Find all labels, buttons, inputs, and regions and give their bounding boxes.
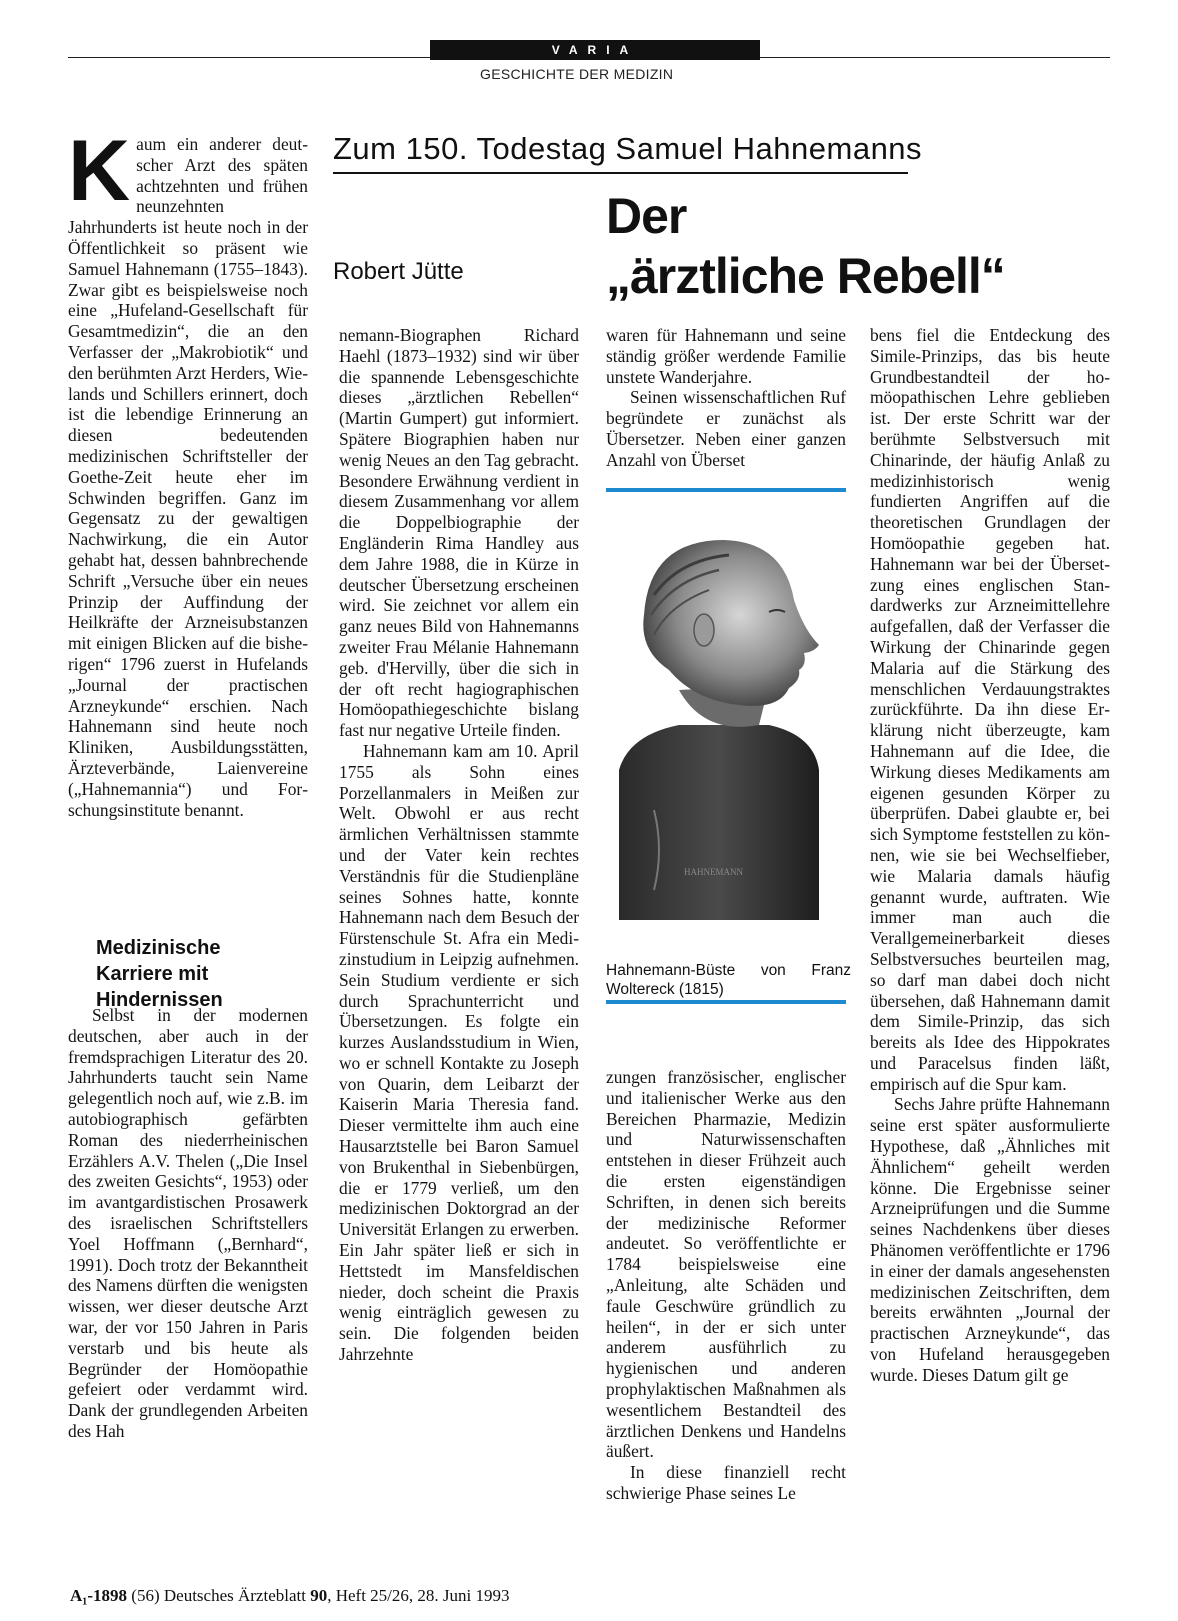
header-rule-left (68, 57, 430, 58)
paragraph-text: bens fiel die Entdeckung des Simile-Prinzips, das bis heute Grundbestandteil der homöopathischen Lehre geblieben ist. Der erste Schritt war der berühmte Selbstversuch mit Chinarinde, der häufig Anlaß zu medizinhistorisch wenig fundierten Angriffen auf die theoretischen Grundlagen der Homöopathie gegeben hat. Hahnemann war bei der Übersetzung eines englischen Standardwerks zur Arzneimittellehre aufgefallen, daß der Verfasser die Wirkung der Chinarinde gegen Malaria auf die Stärkung des menschlichen Verdauungstraktes zurückführte. Da ihn diese Erklärung nicht überzeugte, kam Hahnemann auf die Idee, die Wirkung dieses Medikaments am eigenen gesunden Körper zu überprüfen. Dabei glaubte er, bei sich Symptome feststellen zu können, wie sie bei Wechselfieber, wie Malaria damals häufig genannt wurde, auftraten. Wie immer man auch die Verallgemeinerbarkeit dieses Selbstversuches beurteilen mag, so darf man dabei doch nicht übersehen, daß Hahnemann damit dem Simile-Prinzip, das sich bereits als Idee des Hippokrates und Paracelsus finden läßt, empirisch auf die Spur kam. (870, 325, 1110, 1094)
paragraph-text: Selbst in der modernen deutschen, aber auch in der fremdsprachigen Literatur des 20. Jahrhunderts taucht sein Name gelegentlich noch auf, wie z.B. im autobiographisch gefärbten Roman des niederrheinischen Erzählers A.V. Thelen („Die Insel des zweiten Gesichts“, 1953) oder im avantgardistischen Prosawerk des israelischen Schriftstellers Yoel Hoffmann („Bernhard“, 1991). Doch trotz der Bekanntheit des Namens dürften die wenigsten wissen, wer dieser deutsche Arzt war, der vor 150 Jahren in Paris verstarb und bis heute als Begründer der Homöopathie gefeiert oder verdammt wird. Dank der grundlegenden Arbeiten des Hah (68, 1005, 308, 1441)
paragraph-text: nemann-Biographen Richard Haehl (1873–1932) sind wir über die spannende Lebensgeschichte dieses „ärztlichen Rebellen“ (Martin Gumpert) gut informiert. Spätere Biographien haben nur wenig Neues an den Tag gebracht. Besondere Erwähnung verdient in diesem Zusammenhang vor allem die Doppelbiographie der Engländerin Rima Handley aus dem Jahre 1988, die in Kürze in deutscher Übersetzung erscheinen wird. Sie zeichnet vor allem ein ganz neues Bild von Hahnemanns zweiter Frau Mélanie Hahnemann geb. d'Hervilly, über die sich in der oft recht hagiographischen Homöopathiegeschichte bislang fast nur negative Urteile finden. (339, 325, 579, 741)
subsection-label: GESCHICHTE DER MEDIZIN (480, 66, 674, 82)
paragraph-text: waren für Hahnemann und seine ständig größer werdende Familie unstete Wanderjahre. (606, 325, 846, 387)
bust-illustration (609, 520, 839, 920)
section-label: VARIA (430, 40, 760, 60)
bust-inscription: HAHNEMANN (684, 867, 743, 877)
article-title-line2: „ärztliche Rebell“ (606, 248, 1005, 304)
journal-issue: , Heft 25/26, 28. Juni 1993 (327, 1586, 510, 1605)
paragraph-text: Seinen wissenschaftlichen Ruf begründete er zunächst als Übersetzer. Neben einer ganzen Anzahl von Überset (606, 387, 846, 470)
article-column-3-lower (606, 1067, 846, 1504)
paragraph-text: Hahnemann kam am 10. April 1755 als Sohn eines Porzellanmalers in Meißen zur Welt. Obwohl er aus recht ärmlichen Verhältnissen stammte und der Vater kein rechtes Verständnis für die Studienpläne seines Sohnes hatte, konnte Hahnemann nach dem Besuch der Fürstenschule St. Afra ein Medizinstudium in Leipzig aufnehmen. Sein Studium verdiente er sich durch Sprachunterricht und Übersetzungen. Es folgte ein kurzes Auslandsstudium in Wien, wo er schnell Kontakte zu Joseph von Quarin, dem Leibarzt der Kaiserin Maria Theresia fand. Dieser vermittelte ihm auch eine Hausarztstelle bei Baron Samuel von Brukenthal in Siebenbürgen, die er 1779 verließ, um den medizinischen Doktorgrad an der Universität Erlangen zu erwerben. Ein Jahr später ließ er sich in Hettstedt im Mansfeldischen nieder, doch scheint die Praxis wenig einträglich gewesen zu sein. Die folgenden beiden Jahrzehnte (339, 740, 579, 1365)
article-column-2 (339, 325, 579, 1365)
article-column-1 (68, 123, 308, 820)
journal-volume: 90 (310, 1586, 328, 1605)
article-author: Robert Jütte (333, 258, 464, 285)
article-column-3 (606, 325, 846, 471)
hahnemann-bust-photo (609, 520, 839, 920)
header-rule-right (760, 57, 1110, 58)
paragraph-text: Sechs Jahre prüfte Hahnemann seine erst später ausformulierte Hypothese, daß „Ähnliches mit Ähnlichem“ geheilt werden könne. Die Ergebnisse seiner Arzneiprüfungen und die Summe seines Nachdenkens über dieses Phänomen veröffentlichte er 1796 in einer der damals angesehensten medizinischen Zeitschriften, dem bereits erwähnten „Journal der practischen Arzneykunde“, das von Hufeland herausgegeben wurde. Dieses Datum gilt ge (870, 1094, 1110, 1385)
drop-cap: K (68, 123, 131, 219)
article-kicker: Zum 150. Todestag Samuel Hahnemanns (333, 131, 923, 166)
article-column-4 (870, 325, 1110, 1386)
paragraph-text: aum ein anderer deutscher Arzt des späten achtzehnten und frühen neunzehnten Jahrhunderts ist heute noch in der Öffentlichkeit so präsent wie Samuel Hahnemann (1755–1843). Zwar gibt es beispielsweise noch eine „Hufeland-Gesellschaft für Gesamtmedizin“, die an den Verfasser der „Makrobiotik“ und den berühmten Arzt Herders, Wielands und Schillers erinnert, doch ist die lebendige Erinnerung an diesen bedeutenden medizinischen Schriftsteller der Goethe-Zeit heute eher im Schwinden begriffen. Ganz im Gegensatz zu der gewaltigen Nachwirkung, die ein Autor gehabt hat, dessen bahnbrechende Schrift „Versuche über ein neues Prinzip der Auffindung der Heilkräfte der Arzneisubstanzen mit einigen Blicken auf die bisherigen“ 1796 zuerst in Hufelands „Journal der practischen Arzneykunde“ erschien. Nach Hahnemann sind heute noch Kliniken, Ausbildungsstätten, Ärzteverbände, Laienvereine („Hahnemannia“) und Forschungsinstitute benannt. (68, 134, 308, 820)
figure-rule-top (606, 488, 846, 492)
journal-reference: (56) Deutsches Ärzteblatt (131, 1586, 311, 1605)
section-subhead: Medizinische Karriere mit Hindernissen (96, 937, 223, 1011)
article-title-line1: Der (606, 188, 687, 244)
paragraph-text: In diese finanziell recht schwierige Phase seines Le (606, 1462, 846, 1503)
paragraph (68, 123, 308, 820)
figure-rule-bottom (606, 1000, 846, 1004)
page-code: A₁-1898 (70, 1586, 128, 1605)
article-column-1-lower (68, 1005, 308, 1442)
paragraph-text: zungen französischer, englischer und italienischer Werke aus den Bereichen Pharmazie, Medizin und Naturwissenschaften entstehen in dieser Frühzeit auch die ersten eigenständigen Schriften, in denen sich bereits der medizinische Reformer andeutet. So veröffentlichte er 1784 beispielsweise eine „Anleitung, alte Schäden und faule Geschwüre gründlich zu heilen“, in der er sich unter anderem ausführlich zu hygienischen und anderen prophylaktischen Maßnahmen als wesentlichem Bestandteil des ärztlichen Denkens und Handelns äußert. (606, 1067, 846, 1462)
page-footer (70, 1586, 510, 1606)
figure-caption: Hahnemann-Büste von Franz Woltereck (1815) (606, 962, 851, 998)
kicker-underline (333, 172, 908, 174)
